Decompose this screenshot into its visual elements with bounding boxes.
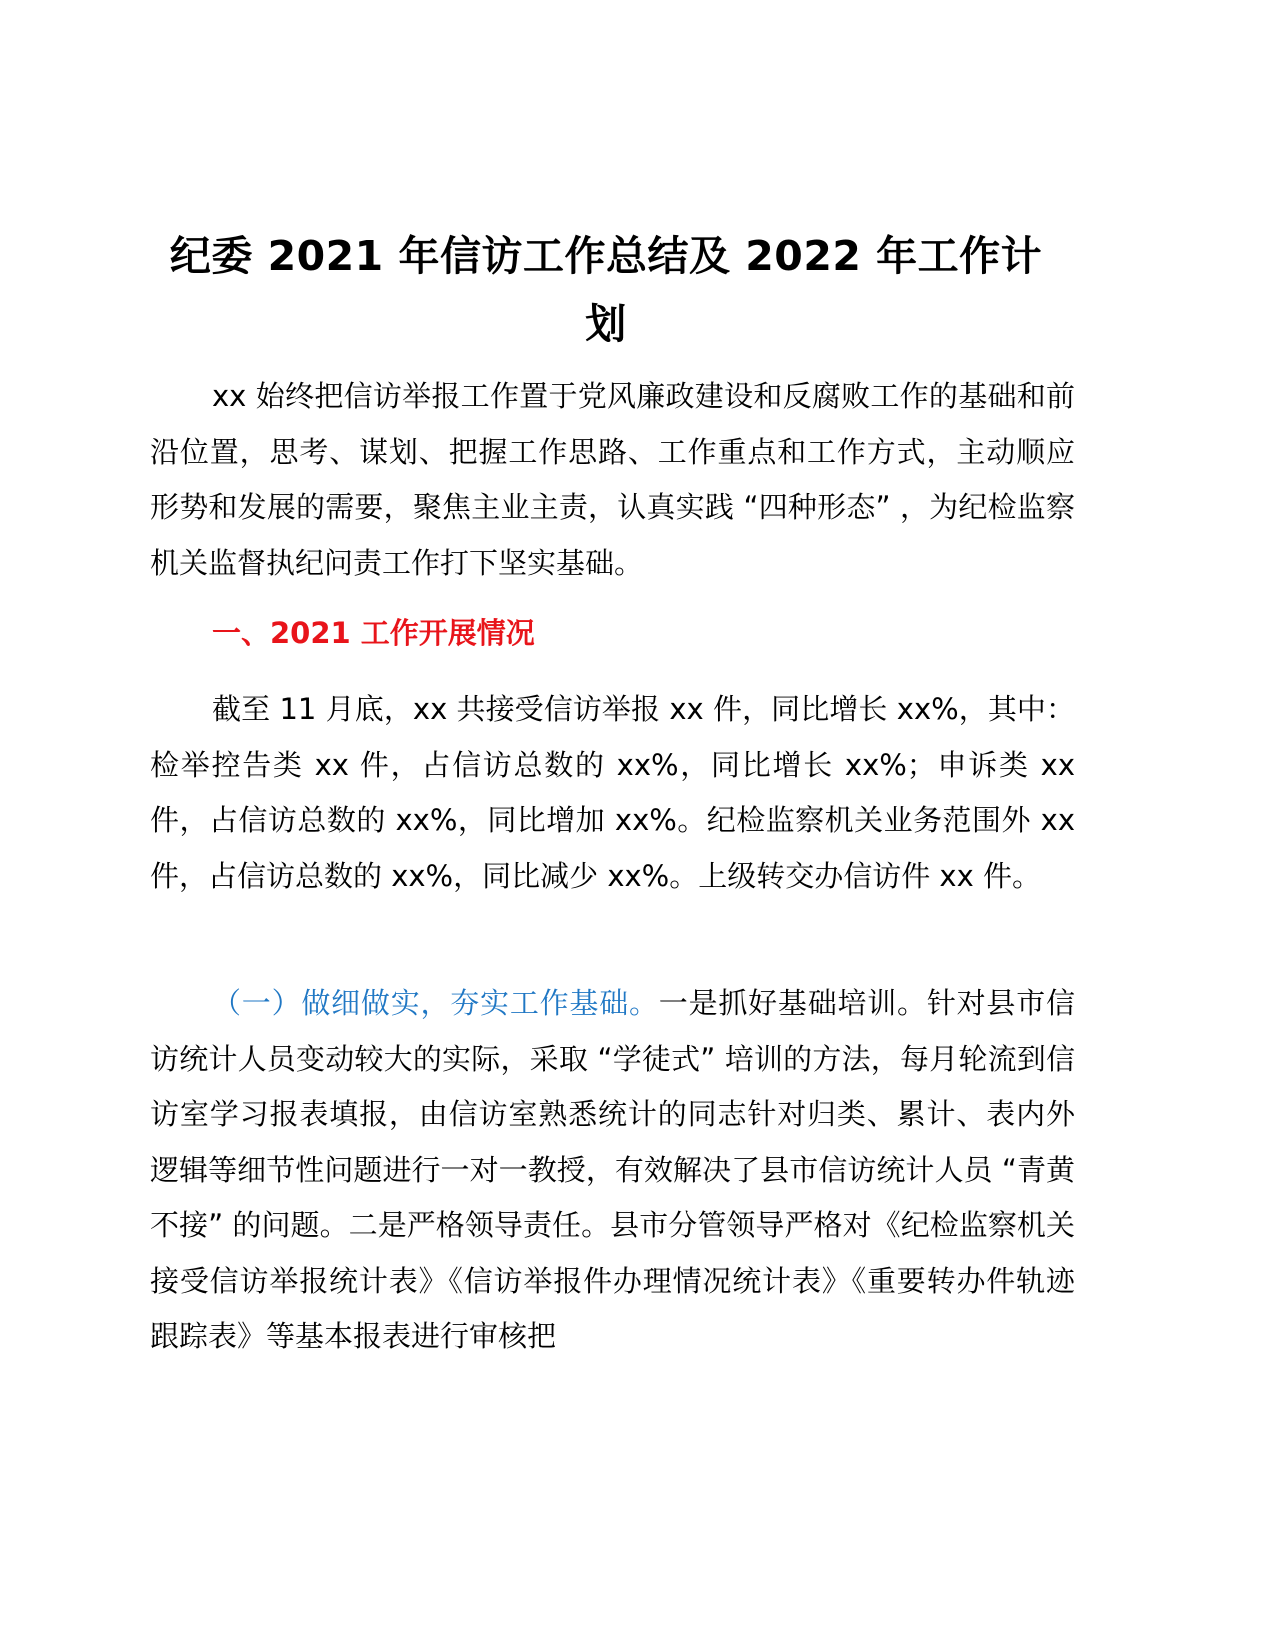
subsection-heading-foundation: （一）做细做实，夯实工作基础。 [212,986,659,1020]
statistics-paragraph: 截至 11 月底，xx 共接受信访举报 xx 件，同比增长 xx%，其中：检举控告类 xx 件，占信访总数的 xx%，同比增长 xx%；申诉类 xx 件，占信访总数的 xx%，同比增加 xx%。纪检监察机关业务范围外 xx 件，占信访总数的 xx%，同比减少 xx%。上级转交办信访件 xx 件。 [150,692,1075,893]
document-title: 纪委 2021 年信访工作总结及 2022 年工作计划 [169,232,1043,348]
subsection-paragraph-foundation [150,976,1075,1365]
subsection-body-foundation: 一是抓好基础培训。针对县市信访统计人员变动较大的实际，采取 “学徒式” 培训的方法，每月轮流到信访室学习报表填报，由信访室熟悉统计的同志针对归类、累计、表内外逻辑等细节性问题进行一对一教授，有效解决了县市信访统计人员 “青黄不接” 的问题。二是严格领导责任。县市分管领导严格对《纪检监察机关接受信访举报统计表》《信访举报件办理情况统计表》《重要转办件轨迹跟踪表》等基本报表进行审核把 [150,986,1075,1353]
section-heading-work-status: 一、2021 工作开展情况 [212,616,535,650]
intro-paragraph: xx 始终把信访举报工作置于党风廉政建设和反腐败工作的基础和前沿位置，思考、谋划、把握工作思路、工作重点和工作方式，主动顺应形势和发展的需要，聚焦主业主责，认真实践 “四种形态” ，为纪检监察机关监督执纪问责工作打下坚实基础。 [150,379,1075,580]
